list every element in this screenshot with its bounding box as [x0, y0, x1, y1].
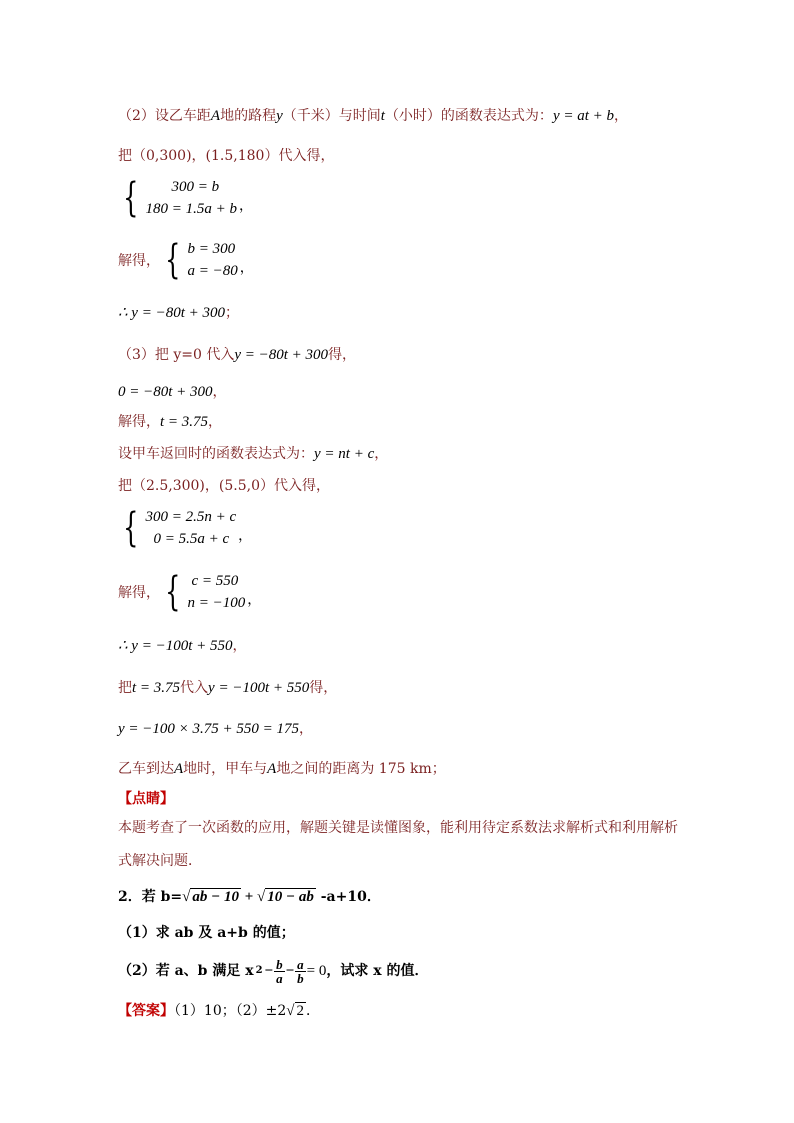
left-brace-icon: {: [165, 237, 181, 283]
q2-answer: 【答案】（1）10；（2）±2√ 2 ．: [118, 1003, 321, 1019]
part2-solution: 解得， { b = 300 a = −80 ，: [118, 237, 254, 283]
sqrt-icon: √ 10 − ab: [257, 889, 314, 905]
q2-title: 2．若 b=√ ab − 10 + √ 10 − ab -a+10．: [118, 889, 381, 905]
part3-substitute: 把（2.5,300)，(5.5,0）代入得，: [118, 478, 330, 494]
part2-intro: （2）设乙车距A地的路程y（千米）与时间t（小时）的函数表达式为：y = at + b，: [118, 108, 629, 124]
part3-conclusion: 乙车到达A地时，甲车与A地之间的距离为 175 km；: [118, 761, 446, 777]
part3-equation-system: { 300 = 2.5n + c 0 = 5.5a + c ，: [123, 505, 253, 551]
points-heading: 【点睛】: [118, 791, 174, 807]
part3-solution: 解得， { c = 550 n = −100 ，: [118, 569, 262, 615]
sqrt-icon: √ 2: [286, 1003, 305, 1019]
points-body-2: 式解决问题．: [118, 853, 202, 869]
fraction-b-over-a: $\frac{b}{a}$: [276, 956, 283, 986]
part3-line5: 把t = 3.75代入y = −100t + 550得，: [118, 680, 338, 696]
part2-equation-system: { 300 = b 180 = 1.5a + b ，: [123, 175, 253, 221]
part3-line2: 0 = −80t + 300，: [118, 384, 227, 400]
left-brace-icon: {: [123, 505, 139, 551]
fraction-a-over-b: $\frac{a}{b}$: [297, 956, 304, 986]
part2-function-form: y = at + b: [552, 108, 615, 124]
left-brace-icon: {: [165, 569, 181, 615]
part3-line1: （3）把 y=0 代入y = −80t + 300得，: [118, 347, 357, 363]
part2-substitute: 把（0,300)，(1.5,180）代入得，: [118, 148, 335, 164]
part2-result: ∴ y = −80t + 300；: [118, 305, 239, 321]
part3-line6: y = −100 × 3.75 + 550 = 175，: [118, 721, 314, 737]
q2-part2: （2）若 a、b 满足 x 2 − $\frac{b}{a}$ − $\frac{a}{b}$ = 0 ，试求 x 的值．: [118, 956, 429, 986]
points-body-1: 本题考查了一次函数的应用，解题关键是读懂图象，能利用待定系数法求解析式和利用解析: [118, 820, 678, 836]
part3-line4: 设甲车返回时的函数表达式为：y = nt + c，: [118, 446, 389, 462]
left-brace-icon: {: [123, 175, 139, 221]
part3-result: ∴ y = −100t + 550，: [118, 638, 247, 654]
part3-line3: 解得，t = 3.75，: [118, 414, 223, 430]
q2-part1: （1）求 ab 及 a+b 的值；: [118, 925, 295, 941]
sqrt-icon: √ ab − 10: [182, 889, 239, 905]
